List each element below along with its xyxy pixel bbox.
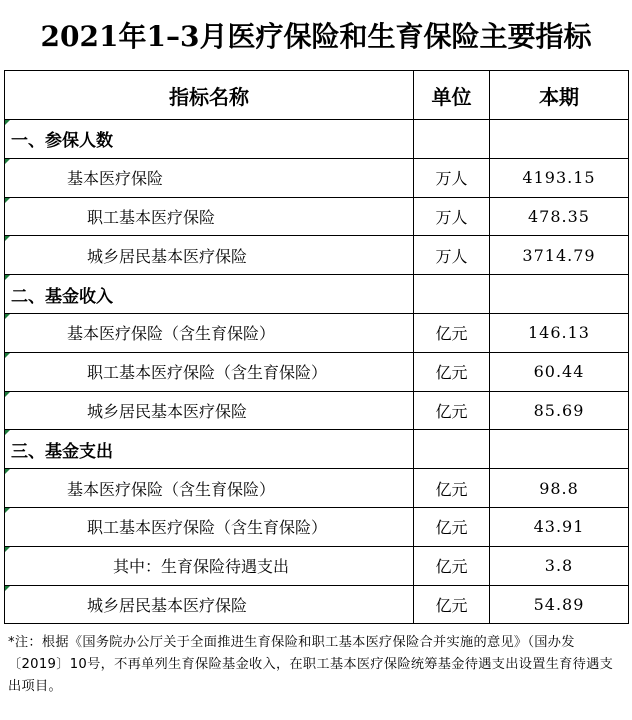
indicator-unit: 万人: [414, 236, 490, 275]
indicator-value: [490, 120, 629, 159]
indicator-name: 城乡居民基本医疗保险: [5, 585, 414, 624]
indicator-name: 其中：生育保险待遇支出: [5, 546, 414, 585]
header-unit: 单位: [414, 71, 490, 120]
table-row: [5, 391, 629, 430]
table-row: [5, 158, 629, 197]
indicator-unit: 亿元: [414, 546, 490, 585]
indicator-unit: [414, 275, 490, 314]
indicator-name: 基本医疗保险（含生育保险）: [5, 469, 414, 508]
table-row: [5, 546, 629, 585]
table-row: [5, 585, 629, 624]
indicator-unit: 万人: [414, 197, 490, 236]
indicator-unit: [414, 120, 490, 159]
indicator-value: [490, 275, 629, 314]
indicator-value: 85.69: [490, 391, 629, 430]
indicator-name: 基本医疗保险: [5, 158, 414, 197]
indicator-value: 98.8: [490, 469, 629, 508]
header-value: 本期: [490, 71, 629, 120]
table-row: [5, 430, 629, 469]
indicator-name: 城乡居民基本医疗保险: [5, 236, 414, 275]
table-row: [5, 197, 629, 236]
indicator-value: 3.8: [490, 546, 629, 585]
table-header-row: [5, 71, 629, 120]
indicator-name: 职工基本医疗保险（含生育保险）: [5, 352, 414, 391]
indicator-name: 三、基金支出: [5, 430, 414, 469]
indicator-unit: [414, 430, 490, 469]
indicator-value: 3714.79: [490, 236, 629, 275]
page-title: 2021年1–3月医疗保险和生育保险主要指标: [40, 20, 592, 53]
header-name: 指标名称: [5, 71, 414, 120]
table-row: [5, 469, 629, 508]
indicator-unit: 亿元: [414, 507, 490, 546]
indicator-unit: 亿元: [414, 585, 490, 624]
indicator-name: 基本医疗保险（含生育保险）: [5, 313, 414, 352]
indicator-name: 城乡居民基本医疗保险: [5, 391, 414, 430]
footnote: *注：根据《国务院办公厅关于全面推进生育保险和职工基本医疗保险合并实施的意见》（国办发〔2019〕10号，不再单列生育保险基金收入，在职工基本医疗保险统筹基金待遇支出设置生育待遇支出项目。: [8, 635, 614, 694]
table-row: [5, 275, 629, 314]
indicator-unit: 万人: [414, 158, 490, 197]
table-row: [5, 507, 629, 546]
indicator-unit: 亿元: [414, 352, 490, 391]
indicator-table: [4, 70, 629, 624]
table-row: [5, 313, 629, 352]
indicator-value: 478.35: [490, 197, 629, 236]
indicator-value: 54.89: [490, 585, 629, 624]
indicator-name: 一、参保人数: [5, 120, 414, 159]
indicator-value: 60.44: [490, 352, 629, 391]
indicator-value: 4193.15: [490, 158, 629, 197]
indicator-value: [490, 430, 629, 469]
table-row: [5, 120, 629, 159]
table-row: [5, 236, 629, 275]
table-body: [5, 120, 629, 624]
indicator-value: 43.91: [490, 507, 629, 546]
indicator-name: 职工基本医疗保险（含生育保险）: [5, 507, 414, 546]
indicator-unit: 亿元: [414, 391, 490, 430]
indicator-value: 146.13: [490, 313, 629, 352]
indicator-name: 职工基本医疗保险: [5, 197, 414, 236]
indicator-name: 二、基金收入: [5, 275, 414, 314]
indicator-unit: 亿元: [414, 469, 490, 508]
table-row: [5, 352, 629, 391]
indicator-unit: 亿元: [414, 313, 490, 352]
